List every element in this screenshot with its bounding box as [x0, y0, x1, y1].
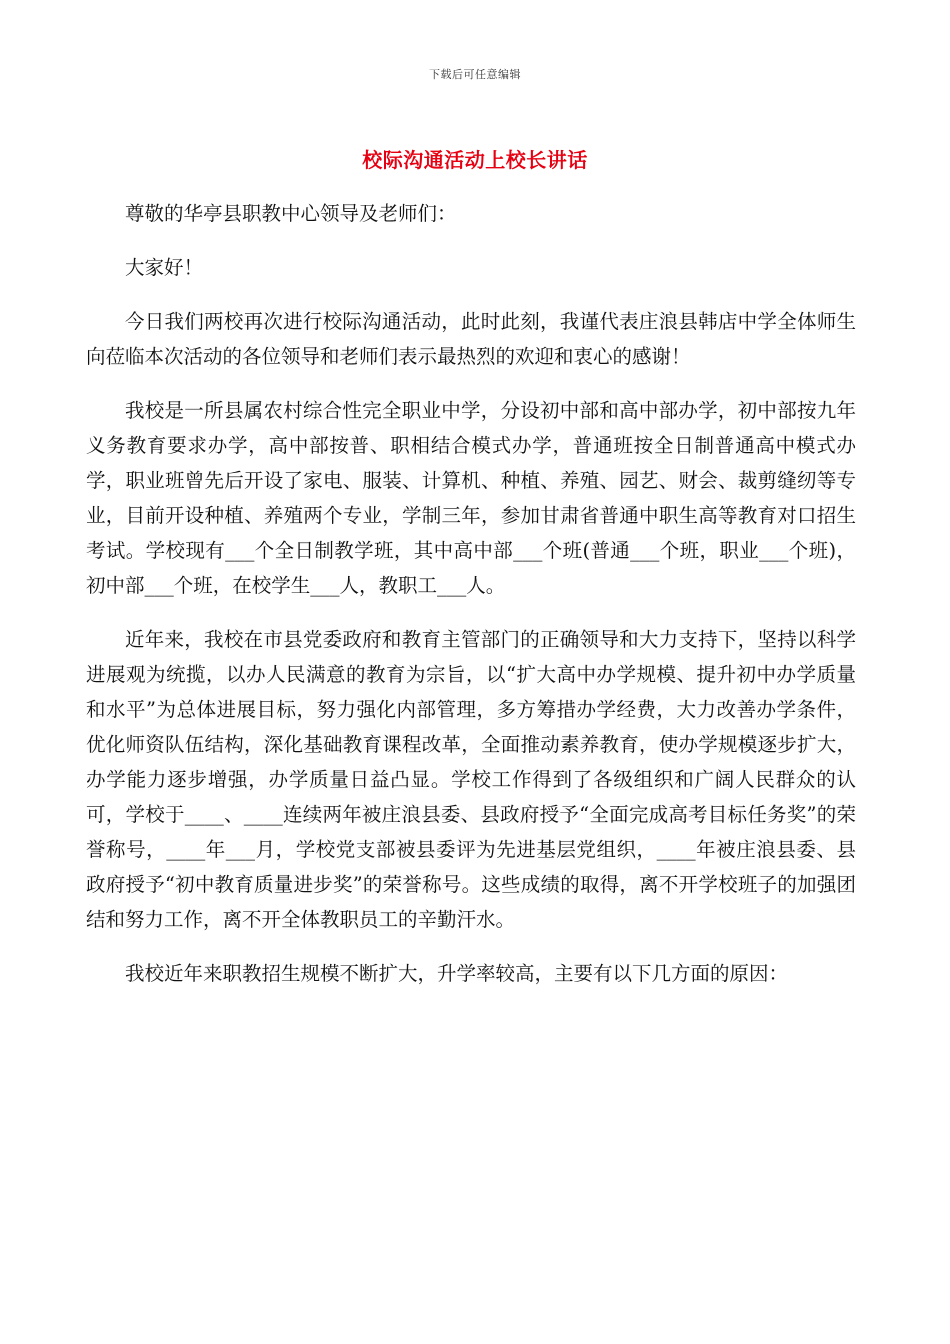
paragraph-school-intro: 我校是一所县属农村综合性完全职业中学，分设初中部和高中部办学，初中部按九年义务教育要求办学，高中部按普、职相结合模式办学，普通班按全日制普通高中模式办学，职业班曾先后开设了家电、服装、计算机、种植、养殖、园艺、财会、裁剪缝纫等专业，目前开设种植、养殖两个专业，学制三年，参加甘肃省普通中职生高等教育对口招生考试。学校现有___个全日制教学班，其中高中部___个班(普通___个班，职业___个班)，初中部___个班，在校学生___人，教职工___人。	[86, 399, 856, 597]
paragraph-achievements: 近年来，我校在市县党委政府和教育主管部门的正确领导和大力支持下，坚持以科学进展观为统揽，以办人民满意的教育为宗旨，以“扩大高中办学规模、提升初中办学质量和水平”为总体进展目标，努力强化内部管理，多方筹措办学经费，大力改善办学条件，优化师资队伍结构，深化基础教育课程改革，全面推动素养教育，使办学规模逐步扩大，办学能力逐步增强，办学质量日益凸显。学校工作得到了各级组织和广阔人民群众的认可，学校于____、____连续两年被庄浪县委、县政府授予“全面完成高考目标任务奖”的荣誉称号，____年___月，学校党支部被县委评为先进基层党组织，____年被庄浪县委、县政府授予“初中教育质量进步奖”的荣誉称号。这些成绩的取得，离不开学校班子的加强团结和努力工作，离不开全体教职员工的辛勤汗水。	[86, 628, 856, 931]
header-note: 下载后可任意编辑	[429, 68, 521, 81]
paragraph-welcome: 今日我们两校再次进行校际沟通活动，此时此刻，我谨代表庄浪县韩店中学全体师生向莅临本次活动的各位领导和老师们表示最热烈的欢迎和衷心的感谢！	[86, 310, 856, 368]
salutation: 尊敬的华亭县职教中心领导及老师们：	[125, 202, 457, 225]
greeting: 大家好！	[125, 256, 204, 279]
paragraph-reasons: 我校近年来职教招生规模不断扩大，升学率较高，主要有以下几方面的原因：	[125, 962, 789, 985]
document-title: 校际沟通活动上校长讲话	[362, 148, 588, 172]
document-body	[86, 196, 856, 991]
